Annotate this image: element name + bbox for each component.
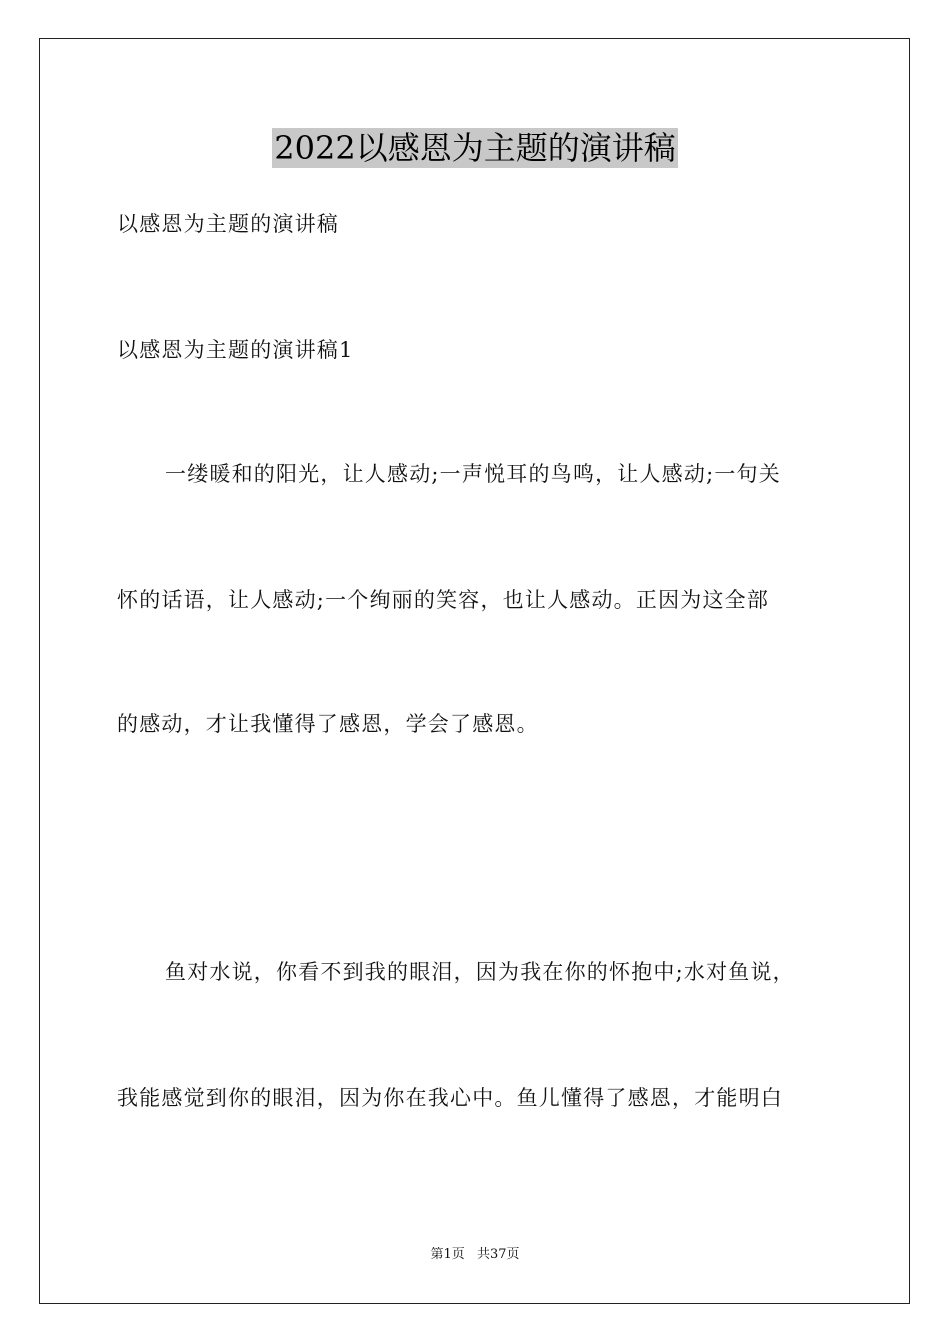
- paragraph-line: 的感动，才让我懂得了感恩，学会了感恩。: [117, 712, 539, 736]
- page-number: 第1页: [430, 1247, 465, 1262]
- document-subtitle: 以感恩为主题的演讲稿: [117, 212, 339, 236]
- section-heading: 以感恩为主题的演讲稿1: [117, 338, 354, 362]
- page-footer: [0, 1246, 950, 1264]
- title-container: [0, 128, 950, 168]
- page-total: 共37页: [476, 1247, 520, 1262]
- paragraph-line: 我能感觉到你的眼泪，因为你在我心中。鱼儿懂得了感恩，才能明白: [117, 1086, 783, 1110]
- paragraph-line: 鱼对水说，你看不到我的眼泪，因为我在你的怀抱中;水对鱼说，: [165, 960, 795, 984]
- paragraph-line: 怀的话语，让人感动;一个绚丽的笑容，也让人感动。正因为这全部: [117, 588, 770, 612]
- document-title: 2022以感恩为主题的演讲稿: [274, 129, 676, 167]
- paragraph-line: 一缕暖和的阳光，让人感动;一声悦耳的鸟鸣，让人感动;一句关: [165, 462, 781, 486]
